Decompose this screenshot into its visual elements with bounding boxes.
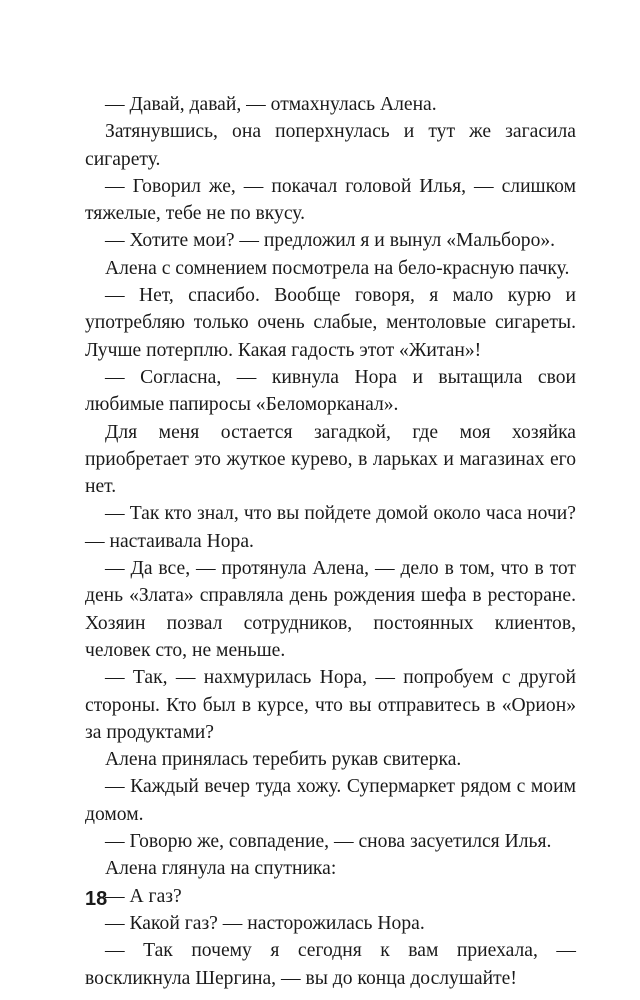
paragraph: Алена глянула на спутника: (105, 858, 337, 880)
paragraph: — Так почему я сегодня к вам приехала, — воскликнула Шергина, — вы до конца дослушайте! (85, 940, 576, 989)
page-number: 18 (85, 888, 108, 910)
paragraph: — Так, — нахмурилась Нора, — попробуем с другой стороны. Кто был в курсе, что вы отправитесь в «Орион» за продуктами? (85, 667, 576, 743)
paragraph: Затянувшись, она поперхнулась и тут же загасила сигарету. (85, 121, 576, 170)
paragraph: — Говорю же, совпадение, — снова засуетился Илья. (105, 831, 552, 853)
paragraph: — Нет, спасибо. Вообще говоря, я мало курю и употребляю только очень слабые, ментоловые сигареты. Лучше потерплю. Какая гадость этот «Житан»! (85, 285, 576, 361)
paragraph: — Каждый вечер туда хожу. Супермаркет рядом с моим домом. (85, 776, 576, 825)
paragraph: Алена с сомнением посмотрела на бело-красную пачку. (105, 257, 570, 279)
paragraph: — Давай, давай, — отмахнулась Алена. (105, 94, 437, 115)
paragraph: — Говорил же, — покачал головой Илья, — слишком тяжелые, тебе не по вкусу. (85, 175, 576, 225)
paragraph: — Хотите мои? — предложил я и вынул «Мальборо». (105, 230, 556, 252)
body-text (85, 91, 576, 992)
paragraph: Алена принялась теребить рукав свитерка. (105, 749, 462, 771)
paragraph: — Да все, — протянула Алена, — дело в том, что в тот день «Злата» справляла день рождения шефа в ресторане. Хозяин позвал сотрудников, постоянных клиентов, человек сто, не меньше. (85, 558, 576, 661)
paragraph: Для меня остается загадкой, где моя хозяйка приобретает это жуткое курево, в ларьках и магазинах его нет. (85, 421, 576, 498)
paragraph: — Какой газ? — насторожилась Нора. (105, 912, 425, 934)
paragraph: — А газ? (105, 885, 182, 907)
paragraph: — Так кто знал, что вы пойдете домой около часа ночи? — настаивала Нора. (85, 503, 576, 552)
paragraph: — Согласна, — кивнула Нора и вытащила свои любимые папиросы «Беломорканал». (85, 366, 576, 416)
